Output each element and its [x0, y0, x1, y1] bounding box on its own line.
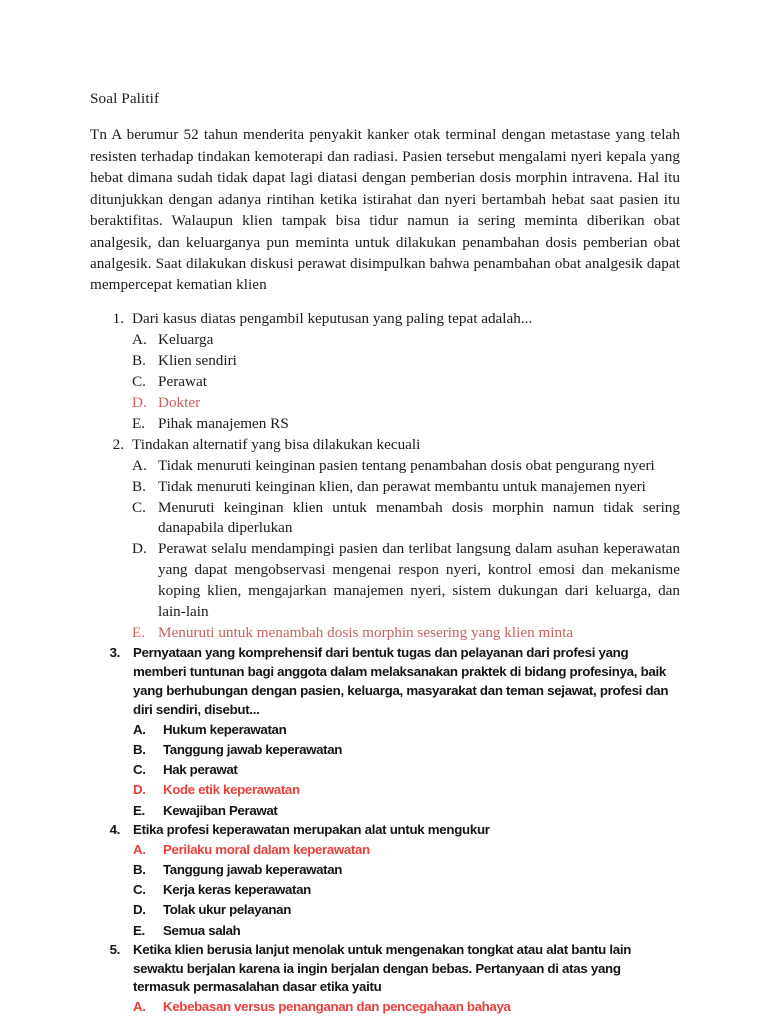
question-item — [90, 435, 680, 645]
question-list-sans — [90, 644, 680, 1017]
option-letter: B. — [132, 477, 146, 495]
option-text: Tanggung jawab keperawatan — [163, 742, 343, 757]
option-letter: B. — [132, 351, 146, 369]
question-body — [132, 435, 680, 645]
option-item[interactable] — [133, 720, 680, 740]
option-text: Tolak ukur pelayanan — [163, 902, 291, 918]
option-item[interactable] — [132, 372, 680, 393]
question-number: 1. — [112, 309, 124, 327]
option-item[interactable] — [132, 330, 680, 351]
option-text: Perawat — [158, 372, 207, 390]
option-item[interactable] — [132, 414, 680, 435]
question-body — [132, 309, 680, 435]
sans-section — [90, 644, 680, 1017]
option-item[interactable] — [132, 477, 680, 498]
option-text: Hak perawat — [163, 762, 238, 778]
option-letter: D. — [133, 902, 146, 918]
option-list — [132, 456, 680, 645]
option-item[interactable] — [133, 801, 680, 821]
question-item — [90, 309, 680, 435]
serif-section — [90, 88, 680, 644]
option-item-selected-answer[interactable] — [132, 623, 680, 644]
option-letter: C. — [132, 498, 146, 516]
question-body — [133, 941, 680, 1018]
option-list — [133, 720, 680, 821]
option-letter: A. — [133, 999, 146, 1015]
option-item[interactable] — [132, 498, 680, 540]
option-text: Perawat selalu mendampingi pasien dan terlibat langsung dalam asuhan keperawatan yang dapat mengobservasi mengenai respon nyeri, kontrol emosi dan mekanisme koping klien, mengajarkan manajemen nyeri, sistem dukungan dari keluarga, dan lain-lain — [158, 540, 680, 621]
question-number: 3. — [109, 645, 120, 661]
option-letter: E. — [133, 922, 145, 938]
option-text: Semua salah — [163, 922, 241, 938]
option-text: Dokter — [158, 393, 201, 411]
option-letter: E. — [132, 624, 146, 642]
option-letter: E. — [133, 802, 145, 818]
question-number: 5. — [109, 941, 120, 957]
option-item-selected-answer[interactable] — [133, 780, 680, 800]
option-letter: C. — [133, 762, 146, 778]
page-title: Soal Palitif — [90, 90, 160, 107]
option-text: Perilaku moral dalam keperawatan — [163, 841, 370, 857]
option-list — [133, 840, 680, 941]
option-item[interactable] — [133, 880, 680, 900]
question-item — [90, 821, 680, 941]
option-item[interactable] — [132, 539, 680, 623]
option-letter: D. — [133, 782, 146, 798]
option-item[interactable] — [132, 456, 680, 477]
option-text: Tidak menuruti keinginan klien, dan perawat membantu untuk manajemen nyeri — [158, 477, 646, 495]
option-item[interactable] — [133, 860, 680, 880]
question-list-serif — [90, 309, 680, 645]
option-text: Hukum keperawatan — [163, 721, 287, 737]
option-letter: A. — [132, 456, 147, 474]
option-item[interactable] — [133, 921, 680, 941]
question-text: Pernyataan yang komprehensif dari bentuk tugas dan pelayanan dari profesi yang memberi tuntunan bagi anggota dalam melaksanakan praktek di bidang profesinya, baik yang berhubungan dengan pasien, keluarga, masyarakat dan teman sejawat, profesi dan diri sendiri, disebut... — [133, 645, 669, 717]
option-item[interactable] — [132, 351, 680, 372]
question-text: Etika profesi keperawatan merupakan alat untuk mengukur — [133, 821, 490, 837]
case-narrative: Tn A berumur 52 tahun menderita penyakit kanker otak terminal dengan metastase yang telah resisten terhadap tindakan kemoterapi dan radiasi. Pasien tersebut mengalami nyeri kepala yang hebat dimana sudah tidak dapat lagi diatasi dengan pemberian dosis morphin intravena. Hal itu ditunjukkan dengan adanya rintihan ketika istirahat dan nyeri bertambah hebat saat pasien itu beraktifitas. Walaupun klien tampak bisa tidur namun ia sering meminta diberikan obat analgesik, dan keluarganya pun meminta untuk dilakukan penambahan dosis pemberian obat analgesik. Saat dilakukan diskusi perawat disimpulkan bahwa penambahan obat analgesik dapat mempercepat kematian klien — [90, 126, 680, 294]
option-item-selected-answer[interactable] — [133, 840, 680, 860]
option-text: Tidak menuruti keinginan pasien tentang penambahan dosis obat pengurang nyeri — [158, 456, 655, 474]
option-letter: C. — [132, 372, 146, 390]
option-text: Menuruti untuk menambah dosis morphin sesering yang klien minta — [158, 624, 574, 642]
option-item[interactable] — [133, 760, 680, 780]
option-text: Keluarga — [158, 330, 214, 348]
question-item — [90, 941, 680, 1018]
option-text: Pihak manajemen RS — [158, 414, 289, 432]
question-body — [133, 821, 680, 941]
option-text: Kerja keras keperawatan — [163, 882, 311, 898]
option-text: Klien sendiri — [158, 351, 237, 369]
option-letter: B. — [133, 861, 146, 877]
option-list — [132, 330, 680, 435]
question-text: Dari kasus diatas pengambil keputusan yang paling tepat adalah... — [132, 309, 533, 327]
option-letter: D. — [132, 540, 147, 558]
option-item[interactable] — [133, 900, 680, 920]
question-number: 4. — [109, 821, 120, 837]
option-text: Kewajiban Perawat — [163, 802, 278, 818]
question-body — [133, 644, 680, 821]
option-item-selected-answer[interactable] — [132, 393, 680, 414]
option-letter: B. — [133, 742, 146, 757]
question-text: Ketika klien berusia lanjut menolak untuk mengenakan tongkat atau alat bantu lain sewaktu berjalan karena ia ingin berjalan dengan bebas. Pertanyaan di atas yang termasuk permasalahan dasar etika yaitu — [133, 941, 632, 995]
option-letter: D. — [132, 393, 147, 411]
option-item[interactable] — [133, 740, 680, 760]
question-item — [90, 644, 680, 821]
option-text: Tanggung jawab keperawatan — [163, 861, 343, 877]
option-text: Kebebasan versus penanganan dan pencegahaan bahaya — [163, 999, 511, 1015]
option-text: Menuruti keinginan klien untuk menambah dosis morphin namun tidak sering danapabila diperlukan — [158, 498, 680, 537]
question-text: Tindakan alternatif yang bisa dilakukan kecuali — [132, 435, 421, 453]
question-number: 2. — [112, 435, 124, 453]
option-letter: A. — [133, 841, 146, 857]
option-letter: E. — [132, 414, 146, 432]
option-item-selected-answer[interactable] — [133, 997, 680, 1017]
option-letter: A. — [132, 330, 147, 348]
option-letter: A. — [133, 721, 146, 737]
option-list — [133, 997, 680, 1017]
option-letter: C. — [133, 882, 146, 898]
option-text: Kode etik keperawatan — [163, 782, 300, 798]
